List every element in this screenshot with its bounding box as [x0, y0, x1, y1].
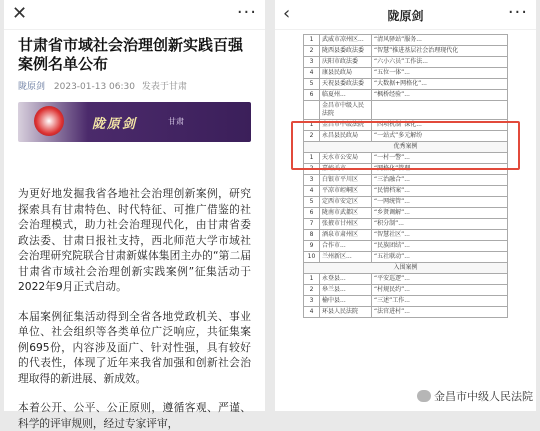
cell-unit: 嘉峪关市... — [320, 164, 372, 175]
cell-number: 4 — [304, 186, 320, 197]
right-top-bar — [275, 0, 536, 30]
cell-number: 5 — [304, 197, 320, 208]
article-date: 2023-01-13 06:30 — [53, 82, 135, 92]
more-icon[interactable]: ··· — [236, 2, 257, 23]
article-paragraph-3: 本着公开、公平、公正原则，遵循客观、严谨、科学的评审规则，经过专家评审， — [18, 401, 251, 430]
right-title: 陇原剑 — [387, 9, 424, 23]
more-icon[interactable]: ··· — [507, 2, 528, 23]
table-row — [304, 175, 508, 186]
cell-unit: 庆阳市政法委 — [320, 57, 372, 68]
table-row — [304, 285, 508, 296]
cell-number: 5 — [304, 79, 320, 90]
case-table — [303, 34, 508, 318]
cell-description: “智慧”推进基层社会治理现代化 — [372, 46, 508, 57]
cell-description: “五位一体”... — [372, 68, 508, 79]
cell-description: “一网统管”... — [372, 197, 508, 208]
cell-unit: 临夏州... — [320, 90, 372, 101]
section-title: 入围案例 — [304, 263, 508, 274]
cell-unit: 金昌市中级人民法院 — [320, 101, 372, 120]
table-section-row — [304, 263, 508, 274]
cell-description: “清风驿站”服务... — [372, 35, 508, 46]
banner-subtitle: 甘肃 — [168, 117, 184, 126]
cell-number: 1 — [304, 120, 320, 131]
cell-number: 1 — [304, 274, 320, 285]
cell-number: 7 — [304, 219, 320, 230]
cell-description: “枫桥经验”... — [372, 90, 508, 101]
case-list-document — [303, 34, 508, 318]
cell-unit: 金昌市中级法院 — [320, 120, 372, 131]
article-location: 发表于甘肃 — [141, 82, 187, 92]
cell-unit: 酒泉市肃州区 — [320, 230, 372, 241]
cell-description: “网格化”管理... — [372, 164, 508, 175]
cell-unit: 武威市凉州区... — [320, 35, 372, 46]
section-title: 优秀案例 — [304, 142, 508, 153]
cell-unit: 合作市... — [320, 241, 372, 252]
table-row — [304, 230, 508, 241]
banner-logo: 陇原剑 — [92, 117, 138, 132]
cell-description: “大数据+网格化”... — [372, 79, 508, 90]
table-row — [304, 101, 508, 120]
back-icon[interactable]: ‹ — [283, 3, 291, 24]
table-row — [304, 296, 508, 307]
cell-description: “一站式”多元解纷 — [372, 131, 508, 142]
table-row — [304, 252, 508, 263]
cell-number: 3 — [304, 57, 320, 68]
cell-number: 2 — [304, 131, 320, 142]
table-row — [304, 35, 508, 46]
cell-unit: 皋兰县... — [320, 285, 372, 296]
table-row — [304, 241, 508, 252]
cell-number: 6 — [304, 208, 320, 219]
cell-unit: 天水市公安局 — [320, 153, 372, 164]
cell-description: “乡贤调解”... — [372, 208, 508, 219]
cell-number: 2 — [304, 164, 320, 175]
left-top-bar — [4, 0, 265, 30]
cell-description: “智慧社区”... — [372, 230, 508, 241]
table-row — [304, 274, 508, 285]
cell-description: “民族团结”... — [372, 241, 508, 252]
cell-description: “村规民约”... — [372, 285, 508, 296]
table-row — [304, 90, 508, 101]
cell-description: “四项机制”深化... — [372, 120, 508, 131]
cell-unit: 康县民政局 — [320, 68, 372, 79]
table-row — [304, 68, 508, 79]
cell-description: “积分制”... — [372, 219, 508, 230]
table-row — [304, 219, 508, 230]
cell-number: 3 — [304, 296, 320, 307]
watermark — [414, 387, 536, 405]
cell-number: 6 — [304, 90, 320, 101]
cell-unit: 陇南市武都区 — [320, 208, 372, 219]
cell-number: 1 — [304, 35, 320, 46]
right-document-screenshot — [275, 0, 536, 411]
article-author[interactable]: 陇原剑 — [18, 82, 46, 92]
article-paragraph-1: 为更好地发掘我省各地社会治理创新案例，研究探索具有甘肃特色、时代特征、可推广借鉴的社会治理模式，助力社会治理现代化，由甘肃省委政法委、甘肃日报社支持，西北师范大学市域社会治理研究院联合甘肃新媒体集团主办的“第二届甘肃省市域社会治理创新实践案例”征集活动于2022年9月正式启动。 — [18, 187, 251, 293]
cell-unit: 定西市安定区 — [320, 197, 372, 208]
close-icon[interactable]: ✕ — [12, 3, 28, 24]
cell-description: “三述”工作... — [372, 296, 508, 307]
table-row — [304, 307, 508, 318]
wechat-icon — [417, 390, 431, 402]
cell-number: 10 — [304, 252, 320, 263]
watermark-text: 金昌市中级人民法院 — [434, 390, 533, 403]
cell-number: 2 — [304, 285, 320, 296]
table-row — [304, 46, 508, 57]
cell-description: “法官进村”... — [372, 307, 508, 318]
cell-unit: 白银市平川区 — [320, 175, 372, 186]
table-row — [304, 208, 508, 219]
cell-description: “五社联动”... — [372, 252, 508, 263]
cell-unit: 榆中县... — [320, 296, 372, 307]
cell-unit: 陇西县委政法委 — [320, 46, 372, 57]
cell-number: 9 — [304, 241, 320, 252]
cell-unit: 环县人民法院 — [320, 307, 372, 318]
table-row — [304, 197, 508, 208]
cell-unit: 张掖市甘州区 — [320, 219, 372, 230]
cell-description — [372, 101, 508, 120]
cell-number: 4 — [304, 307, 320, 318]
cell-unit: 平凉市崆峒区 — [320, 186, 372, 197]
cell-description: “六小六员”工作法... — [372, 57, 508, 68]
cell-description: “民情档案”... — [372, 186, 508, 197]
table-row — [304, 186, 508, 197]
article-banner — [18, 102, 251, 142]
cell-number: 8 — [304, 230, 320, 241]
cell-unit: 兰州新区... — [320, 252, 372, 263]
police-emblem-icon — [34, 106, 64, 136]
cell-number: 2 — [304, 46, 320, 57]
cell-number: 4 — [304, 68, 320, 79]
left-article-screenshot — [4, 0, 265, 430]
cell-description: “一村一警”... — [372, 153, 508, 164]
cell-description: “平安巡逻”... — [372, 274, 508, 285]
cell-unit: 永昌县民政局 — [320, 131, 372, 142]
highlight-box — [291, 121, 520, 170]
article-title: 甘肃省市域社会治理创新实践百强案例名单公布 — [18, 36, 244, 73]
cell-unit: 永登县... — [320, 274, 372, 285]
article-paragraph-2: 本届案例征集活动得到全省各地党政机关、事业单位、社会组织等各类单位广泛响应，共征集案例695份，内容涉及面广、针对性强，具有较好的代表性，体现了近年来我省加强和创新社会治理取得的新进展、新成效。 — [18, 309, 251, 385]
cell-unit: 天祝县委政法委 — [320, 79, 372, 90]
cell-description: “三治融合”... — [372, 175, 508, 186]
article-meta — [4, 74, 265, 92]
cell-number — [304, 101, 320, 120]
cell-number: 3 — [304, 175, 320, 186]
cell-number: 1 — [304, 153, 320, 164]
table-row — [304, 57, 508, 68]
table-row — [304, 79, 508, 90]
